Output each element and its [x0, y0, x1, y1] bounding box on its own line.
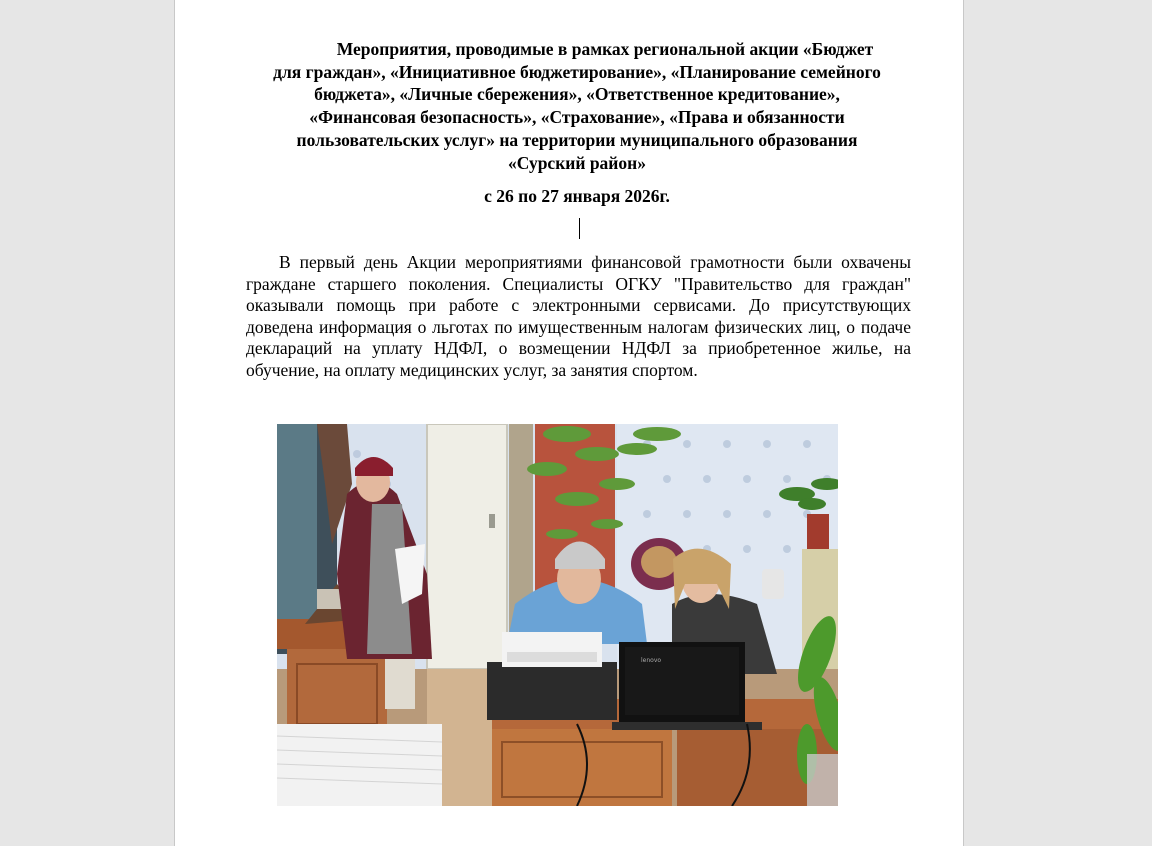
document-title [253, 38, 901, 174]
event-dates: с 26 по 27 января 2026г. [484, 186, 670, 206]
title-line: пользовательских услуг» на территории муниципального образования [296, 129, 858, 150]
title-line: бюджета», «Личные сбережения», «Ответственное кредитование», [314, 84, 840, 105]
title-line: для граждан», «Инициативное бюджетирование», «Планирование семейного [273, 61, 881, 82]
title-line: «Финансовая безопасность», «Страхование», «Права и обязанности [309, 107, 845, 128]
event-photo[interactable] [277, 424, 838, 806]
title-line: Мероприятия, проводимые в рамках региональной акции «Бюджет [336, 39, 874, 59]
body-paragraph: В первый день Акции мероприятиями финансовой грамотности были охвачены граждане старшего поколения. Специалисты ОГКУ "Правительство для граждан" оказывали помощь при работе с электронными сервисами. До присутствующих доведена информация о льготах по имущественным налогам физических лиц, о подаче деклараций на уплату НДФЛ, о возмещении НДФЛ за приобретенное жилье, на обучение, на оплату медицинских услуг, за занятия спортом. [246, 252, 911, 380]
title-line: «Сурский район» [508, 152, 646, 173]
text-cursor [579, 218, 580, 239]
laptop-brand-label: lenovo [641, 657, 662, 664]
document-page[interactable] [174, 0, 964, 846]
